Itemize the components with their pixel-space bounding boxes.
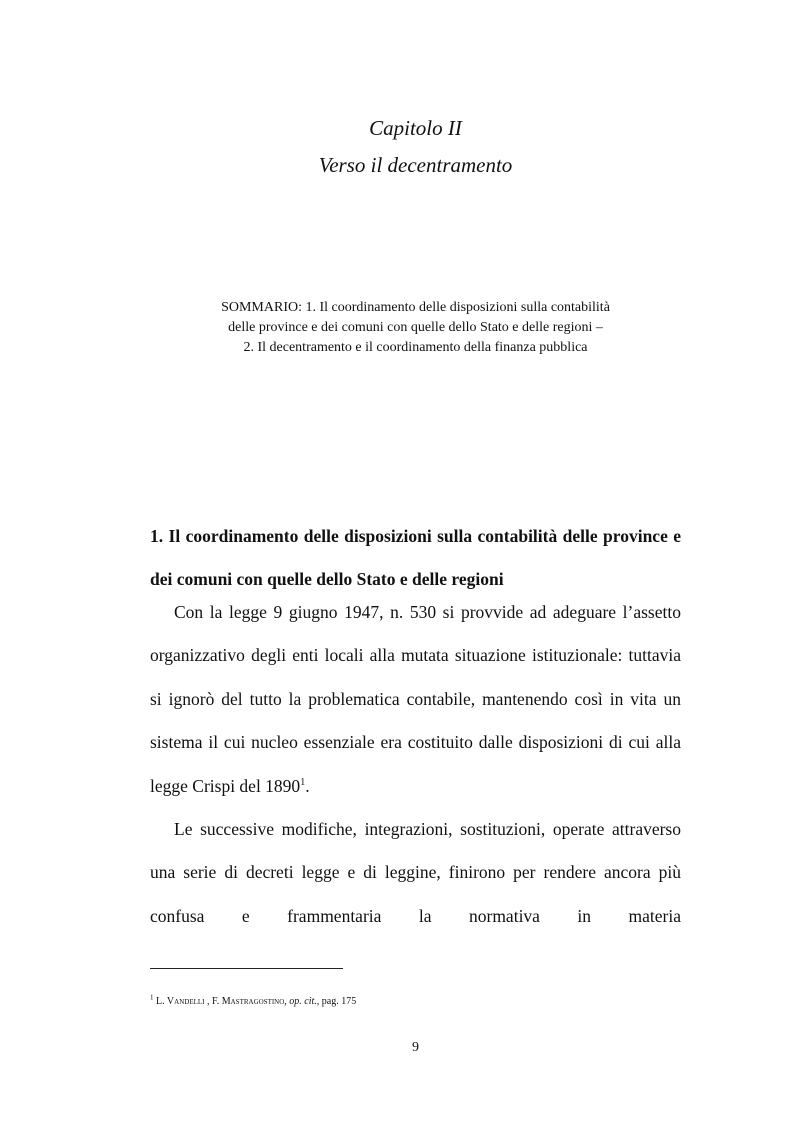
paragraph-1-end: .: [305, 775, 310, 796]
footnote-separator: [150, 968, 343, 969]
footnote: [150, 993, 681, 1008]
chapter-title: Verso il decentramento: [318, 153, 513, 177]
footnote-marker: 1: [150, 993, 154, 1002]
footnote-citation: op. cit.,: [289, 996, 320, 1007]
section-heading: 1. Il coordinamento delle disposizioni sulla contabilità delle province e dei comuni con quelle dello Stato e delle regioni: [150, 526, 681, 589]
footnote-reference: 1: [300, 776, 306, 788]
paragraph-1-text: Con la legge 9 giugno 1947, n. 530 si provvide ad adeguare l’assetto organizzativo degli enti locali alla mutata situazione istituzionale: tuttavia si ignorò del tutto la problematica contabile, mantenendo così in vita un sistema il cui nucleo essenziale era costituito dalle disposizioni di cui alla legge Crispi del 1890: [150, 602, 681, 796]
body-text: [150, 591, 681, 938]
paragraph-1: [150, 591, 681, 808]
footnote-page: pag. 175: [321, 996, 357, 1007]
summary-block: [150, 298, 681, 358]
chapter-label: Capitolo II: [369, 116, 462, 140]
summary-line-2: delle province e dei comuni con quelle dello Stato e delle regioni –: [228, 320, 603, 335]
paragraph-2: Le successive modifiche, integrazioni, sostituzioni, operate attraverso una serie di decreti legge e di leggine, finirono per rendere ancora più confusa e frammentaria la normativa in materia: [150, 819, 681, 926]
footnote-authors: L. Vandelli , F. Mastragostino,: [156, 996, 287, 1007]
summary-line-1: SOMMARIO: 1. Il coordinamento delle disposizioni sulla contabilità: [221, 300, 610, 315]
page-number: 9: [412, 1040, 419, 1055]
summary-line-3: 2. Il decentramento e il coordinamento della finanza pubblica: [243, 340, 588, 355]
